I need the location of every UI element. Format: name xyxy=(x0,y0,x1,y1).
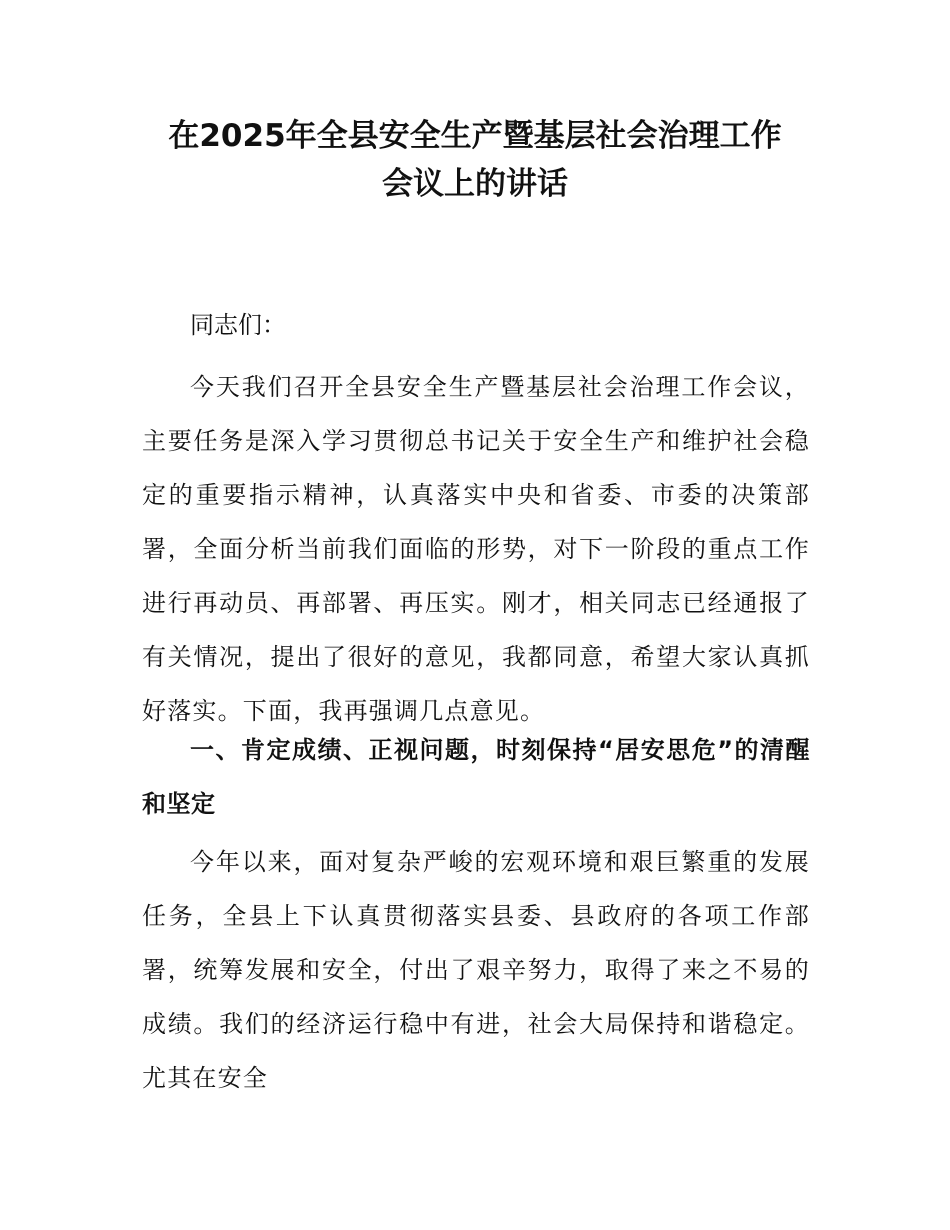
title-line-2: 会议上的讲话 xyxy=(382,166,568,202)
paragraph-achievements: 今年以来，面对复杂严峻的宏观环境和艰巨繁重的发展任务，全县上下认真贯彻落实县委、县政府的各项工作部署，统筹发展和安全，付出了艰辛努力，取得了来之不易的成绩。我们的经济运行稳中有进，社会大局保持和谐稳定。尤其在安全 xyxy=(142,848,810,1092)
greeting: 同志们： xyxy=(190,311,286,339)
paragraph-intro: 今天我们召开全县安全生产暨基层社会治理工作会议，主要任务是深入学习贯彻总书记关于安全生产和维护社会稳定的重要指示精神，认真落实中央和省委、市委的决策部署，全面分析当前我们面临的形势，对下一阶段的重点工作进行再动员、再部署、再压实。刚才，相关同志已经通报了有关情况，提出了很好的意见，我都同意，希望大家认真抓好落实。下面，我再强调几点意见。 xyxy=(142,373,810,725)
section-heading-1: 一、肯定成绩、正视问题，时刻保持“居安思危”的清醒和坚定 xyxy=(142,736,810,818)
document-title xyxy=(60,112,890,208)
title-line-1: 在2025年全县安全生产暨基层社会治理工作 xyxy=(168,118,782,154)
